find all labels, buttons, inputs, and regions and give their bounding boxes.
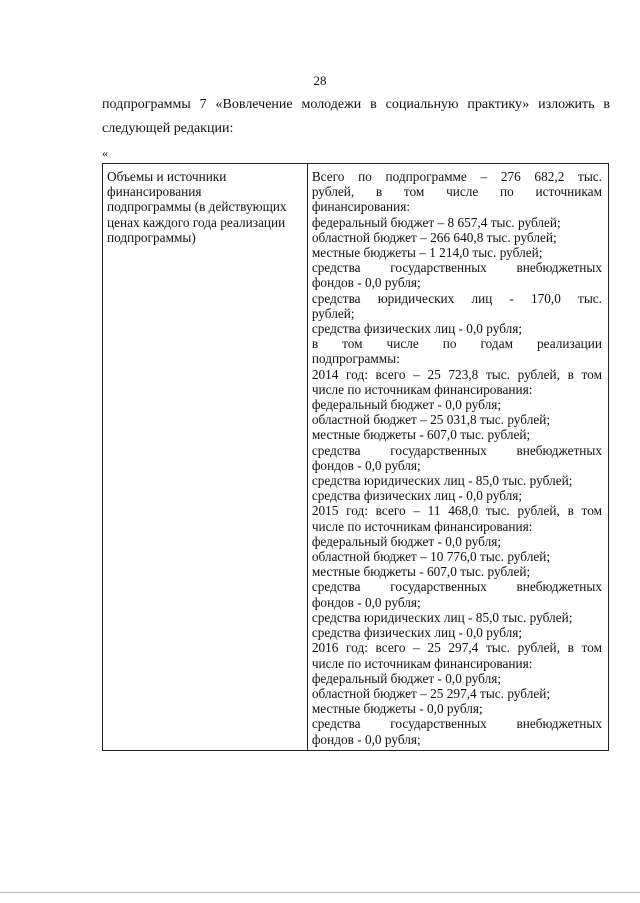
financing-details-cell <box>307 164 608 751</box>
intro-text-line-1: подпрограммы 7 «Вовлечение молодежи в социальную практику» изложить в <box>102 97 610 112</box>
page-bottom-rule <box>0 892 640 893</box>
financing-detail-line: областной бюджет – 10 776,0 тыс. рублей; <box>311 549 551 565</box>
financing-detail-line: рублей, в том числе по источникам <box>311 184 602 200</box>
financing-detail-line: 2014 год: всего – 25 723,8 тыс. рублей, в том <box>311 366 602 382</box>
table-row <box>103 164 609 751</box>
financing-detail-line: средства государственных внебюджетных <box>311 579 602 595</box>
financing-detail-line: фондов - 0,0 рубля; <box>311 731 421 747</box>
financing-detail-line: 2016 год: всего – 25 297,4 тыс. рублей, в том <box>311 640 602 656</box>
financing-detail-line: федеральный бюджет - 0,0 рубля; <box>311 397 502 413</box>
financing-detail-line: рублей; <box>311 305 355 321</box>
financing-detail-line: средства физических лиц - 0,0 рубля; <box>311 488 523 504</box>
financing-detail-line: фондов - 0,0 рубля; <box>311 275 421 291</box>
financing-label-line: ценах каждого года реализации <box>107 214 286 230</box>
financing-detail-line: местные бюджеты - 0,0 рубля; <box>311 701 483 717</box>
financing-label-line: подпрограммы (в действующих <box>107 199 287 215</box>
financing-label-line: подпрограммы) <box>107 229 196 245</box>
financing-detail-line: федеральный бюджет - 0,0 рубля; <box>311 670 502 686</box>
financing-detail-line: числе по источникам финансирования: <box>311 518 533 534</box>
financing-detail-line: областной бюджет – 25 297,4 тыс. рублей; <box>311 685 551 701</box>
financing-detail-line: средства физических лиц - 0,0 рубля; <box>311 321 523 337</box>
financing-detail-line: 2015 год: всего – 11 468,0 тыс. рублей, в том <box>311 503 602 519</box>
financing-table <box>102 163 609 751</box>
financing-detail-line: областной бюджет – 25 031,8 тыс. рублей; <box>311 412 551 428</box>
financing-detail-line: средства юридических лиц - 170,0 тыс. <box>311 290 602 306</box>
financing-detail-line: в том числе по годам реализации <box>311 336 602 352</box>
financing-label-line: финансирования <box>107 184 202 200</box>
financing-detail-line: фондов - 0,0 рубля; <box>311 457 421 473</box>
intro-text-line-2: следующей редакции: <box>102 121 234 136</box>
financing-detail-line: финансирования: <box>311 199 411 215</box>
financing-detail-line: средства физических лиц - 0,0 рубля; <box>311 625 523 641</box>
financing-detail-line: федеральный бюджет - 0,0 рубля; <box>311 533 502 549</box>
financing-detail-line: средства юридических лиц - 85,0 тыс. рублей; <box>311 473 573 489</box>
financing-detail-line: средства юридических лиц - 85,0 тыс. рублей; <box>311 609 573 625</box>
financing-detail-line: числе по источникам финансирования: <box>311 381 533 397</box>
financing-detail-line: подпрограммы: <box>311 351 400 367</box>
opening-quote-mark: « <box>102 146 108 160</box>
financing-detail-line: местные бюджеты - 607,0 тыс. рублей; <box>311 564 531 580</box>
financing-detail-line: средства государственных внебюджетных <box>311 442 602 458</box>
financing-detail-line: местные бюджеты – 1 214,0 тыс. рублей; <box>311 245 543 261</box>
financing-detail-line: федеральный бюджет – 8 657,4 тыс. рублей; <box>311 214 561 230</box>
financing-detail-line: областной бюджет – 266 640,8 тыс. рублей; <box>311 229 557 245</box>
financing-detail-line: Всего по подпрограмме – 276 682,2 тыс. <box>311 169 602 184</box>
financing-detail-line: средства государственных внебюджетных <box>311 260 602 276</box>
financing-label-line: Объемы и источники <box>107 169 227 184</box>
page-number: 28 <box>313 73 327 88</box>
financing-detail-line: числе по источникам финансирования: <box>311 655 533 671</box>
financing-detail-line: местные бюджеты - 607,0 тыс. рублей; <box>311 427 531 443</box>
financing-detail-line: средства государственных внебюджетных <box>311 716 602 732</box>
financing-detail-line: фондов - 0,0 рубля; <box>311 594 421 610</box>
financing-label-cell <box>103 164 308 751</box>
